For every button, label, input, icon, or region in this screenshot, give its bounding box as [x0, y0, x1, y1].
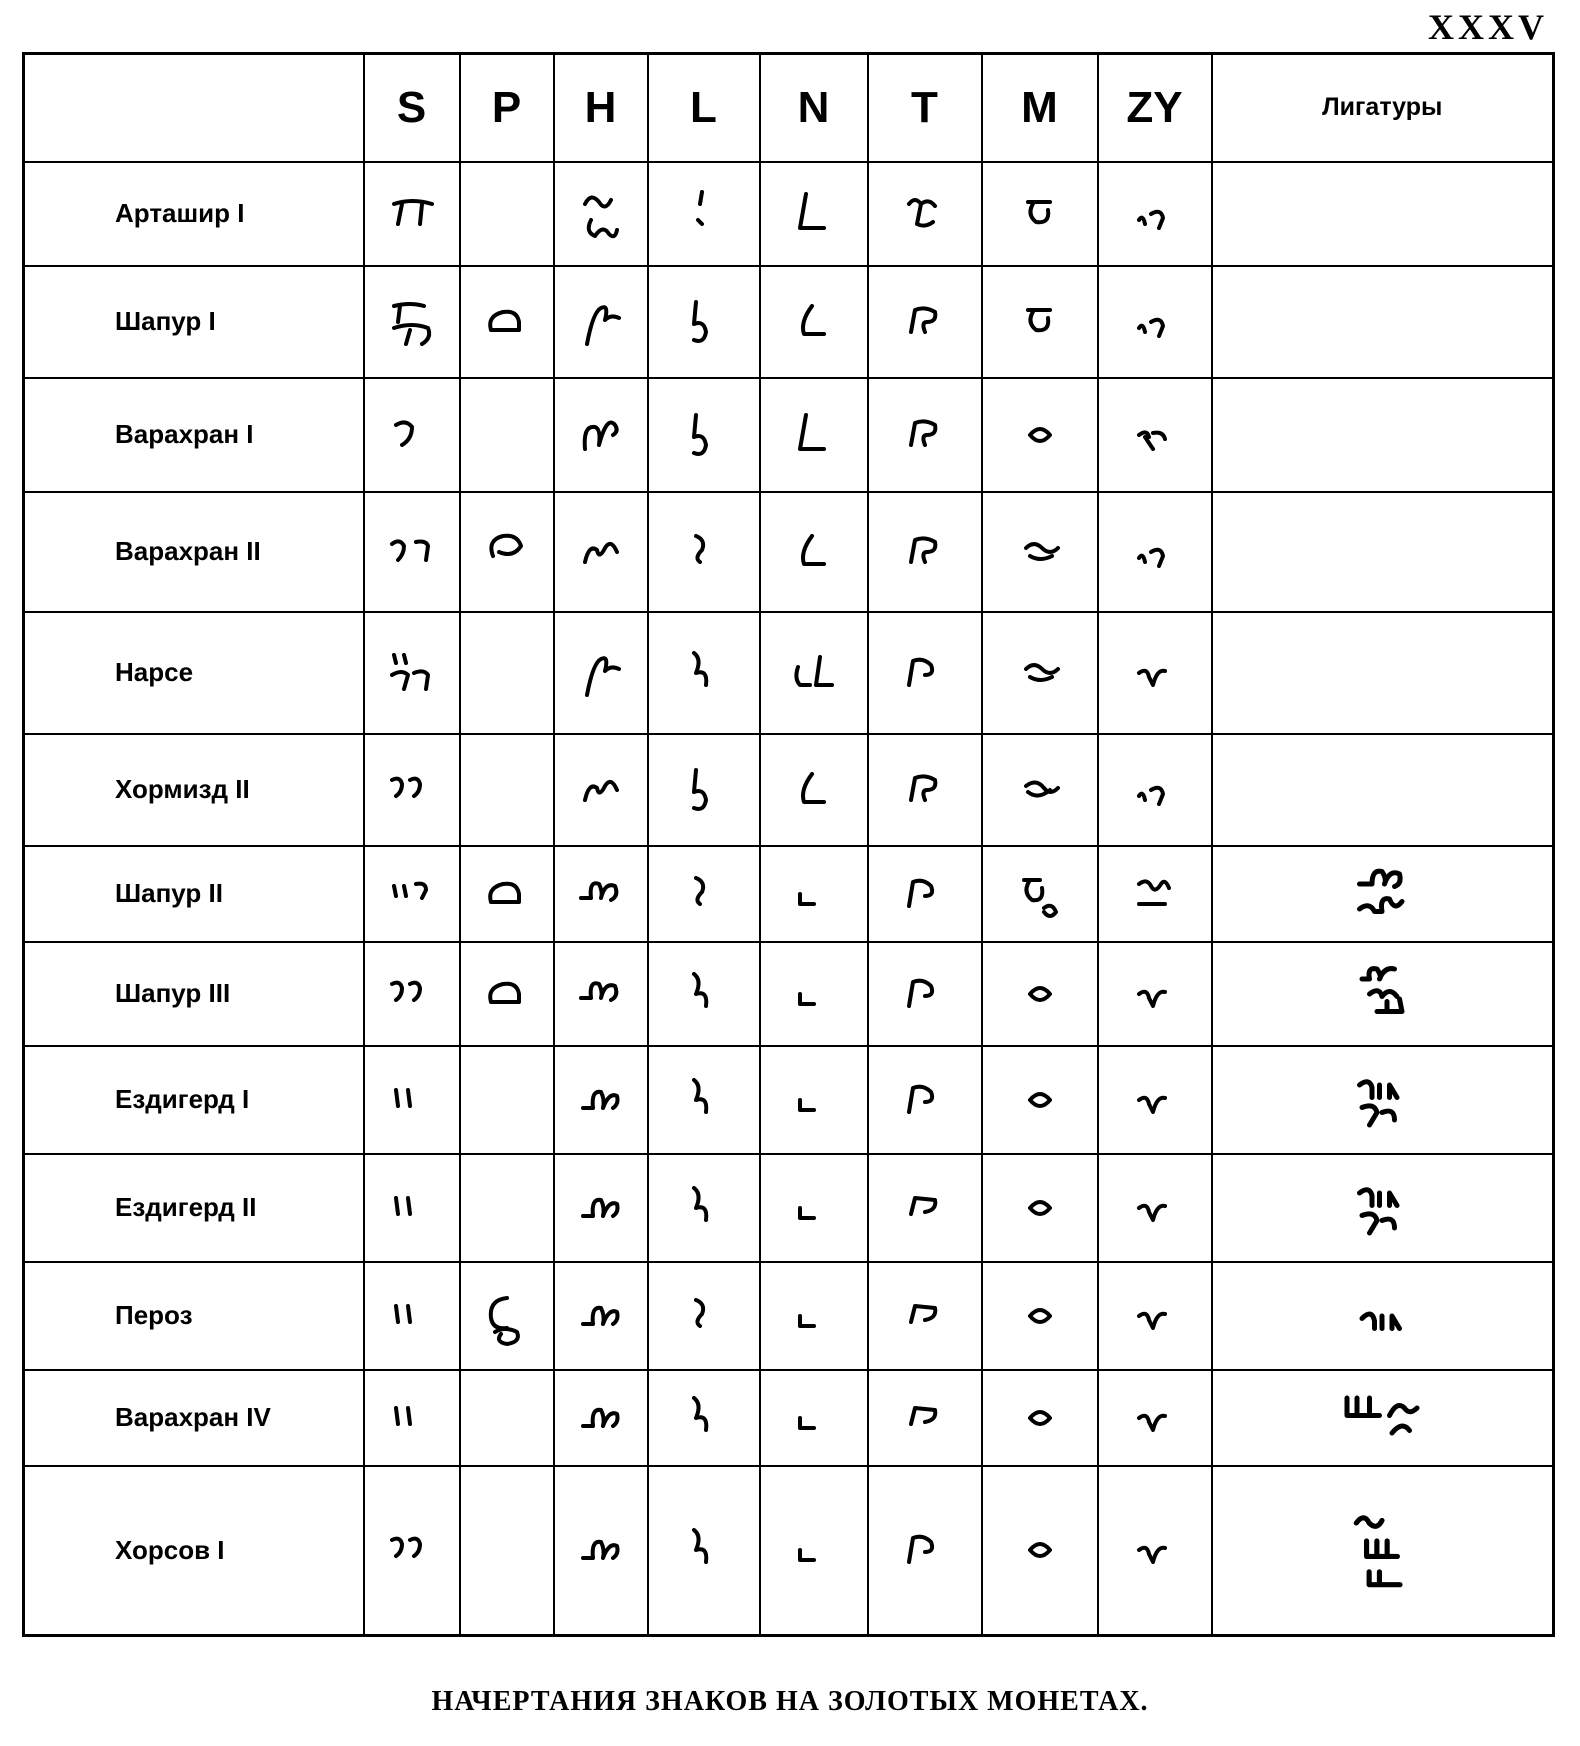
pahlavi-l-glyph-icon [649, 760, 759, 820]
pahlavi-l-glyph-icon [649, 184, 759, 244]
glyph-cell-h [554, 734, 648, 846]
glyph-cell-n [760, 1466, 868, 1636]
pahlavi-s-glyph-icon [365, 1070, 459, 1130]
glyph-cell-lig [1212, 1370, 1554, 1466]
glyph-cell-p [460, 942, 554, 1046]
table-row [24, 1370, 1554, 1466]
glyph-cell-lig [1212, 734, 1554, 846]
pahlavi-t-glyph-icon [869, 522, 981, 582]
glyph-cell-l [648, 1154, 760, 1262]
glyph-cell-n [760, 612, 868, 734]
page-number: XXXV [1428, 7, 1548, 47]
glyph-cell-zy [1098, 612, 1212, 734]
pahlavi-t-glyph-icon [869, 964, 981, 1024]
pahlavi-s-glyph-icon [365, 184, 459, 244]
glyph-cell-h [554, 1046, 648, 1154]
pahlavi-ligature-glyph-icon [1213, 1065, 1553, 1135]
ruler-name: Хормизд II [24, 734, 364, 846]
glyph-cell-s [364, 162, 460, 266]
glyph-cell-n [760, 266, 868, 378]
pahlavi-l-glyph-icon [649, 964, 759, 1024]
pahlavi-l-glyph-icon [649, 1520, 759, 1580]
glyph-cell-h [554, 1466, 648, 1636]
table-row [24, 942, 1554, 1046]
pahlavi-ligature-glyph-icon [1213, 959, 1553, 1029]
glyph-cell-p [460, 492, 554, 612]
pahlavi-h-glyph-icon [555, 964, 647, 1024]
glyph-cell-n [760, 1262, 868, 1370]
glyph-cell-n [760, 942, 868, 1046]
glyph-cell-zy [1098, 1262, 1212, 1370]
glyph-cell-lig [1212, 612, 1554, 734]
glyph-cell-lig [1212, 1154, 1554, 1262]
glyph-cell-p [460, 1262, 554, 1370]
glyph-cell-zy [1098, 1370, 1212, 1466]
glyph-cell-p [460, 1046, 554, 1154]
pahlavi-h-glyph-icon [555, 1070, 647, 1130]
glyph-cell-m [982, 492, 1098, 612]
pahlavi-p-glyph-icon [461, 522, 553, 582]
pahlavi-zy-glyph-icon [1099, 405, 1211, 465]
glyph-cell-lig [1212, 162, 1554, 266]
glyph-cell-m [982, 378, 1098, 492]
ruler-name: Ездигерд II [24, 1154, 364, 1262]
glyph-cell-lig [1212, 378, 1554, 492]
glyph-cell-zy [1098, 1154, 1212, 1262]
pahlavi-zy-glyph-icon [1099, 1286, 1211, 1346]
pahlavi-n-glyph-icon [761, 184, 867, 244]
glyph-cell-l [648, 492, 760, 612]
pahlavi-t-glyph-icon [869, 405, 981, 465]
pahlavi-p-glyph-icon [461, 1286, 553, 1346]
glyph-cell-n [760, 1046, 868, 1154]
pahlavi-s-glyph-icon [365, 522, 459, 582]
glyph-cell-n [760, 1154, 868, 1262]
glyph-cell-zy [1098, 734, 1212, 846]
pahlavi-n-glyph-icon [761, 292, 867, 352]
pahlavi-n-glyph-icon [761, 1178, 867, 1238]
glyph-cell-m [982, 1370, 1098, 1466]
glyph-cell-m [982, 734, 1098, 846]
table-row [24, 846, 1554, 942]
glyph-cell-l [648, 162, 760, 266]
pahlavi-l-glyph-icon [649, 1070, 759, 1130]
pahlavi-ligature-glyph-icon [1213, 1281, 1553, 1351]
pahlavi-zy-glyph-icon [1099, 964, 1211, 1024]
glyph-cell-n [760, 734, 868, 846]
pahlavi-zy-glyph-icon [1099, 760, 1211, 820]
glyph-cell-s [364, 1370, 460, 1466]
ruler-name: Шапур II [24, 846, 364, 942]
glyph-cell-s [364, 1466, 460, 1636]
pahlavi-p-glyph-icon [461, 964, 553, 1024]
glyph-cell-lig [1212, 942, 1554, 1046]
glyph-cell-lig [1212, 266, 1554, 378]
plate-caption: НАЧЕРТАНИЯ ЗНАКОВ НА ЗОЛОТЫХ МОНЕТАХ. [431, 1686, 1149, 1717]
ruler-name: Шапур III [24, 942, 364, 1046]
pahlavi-ligature-glyph-icon [1213, 1383, 1553, 1453]
glyph-cell-p [460, 734, 554, 846]
pahlavi-n-glyph-icon [761, 760, 867, 820]
column-header-l: L [648, 54, 760, 162]
pahlavi-ligature-glyph-icon [1213, 1505, 1553, 1595]
pahlavi-m-glyph-icon [983, 643, 1097, 703]
glyph-cell-t [868, 846, 982, 942]
glyph-cell-lig [1212, 1046, 1554, 1154]
pahlavi-m-glyph-icon [983, 184, 1097, 244]
column-header-p: P [460, 54, 554, 162]
pahlavi-m-glyph-icon [983, 1520, 1097, 1580]
glyph-cell-m [982, 612, 1098, 734]
pahlavi-n-glyph-icon [761, 643, 867, 703]
pahlavi-s-glyph-icon [365, 405, 459, 465]
pahlavi-l-glyph-icon [649, 1178, 759, 1238]
glyph-cell-p [460, 1370, 554, 1466]
pahlavi-zy-glyph-icon [1099, 184, 1211, 244]
glyph-cell-s [364, 942, 460, 1046]
pahlavi-n-glyph-icon [761, 405, 867, 465]
glyph-cell-h [554, 266, 648, 378]
table-row [24, 734, 1554, 846]
column-header-m: M [982, 54, 1098, 162]
glyph-cell-s [364, 1154, 460, 1262]
glyph-cell-p [460, 378, 554, 492]
pahlavi-zy-glyph-icon [1099, 522, 1211, 582]
glyph-cell-zy [1098, 1046, 1212, 1154]
column-header-s: S [364, 54, 460, 162]
glyph-cell-h [554, 1262, 648, 1370]
pahlavi-t-glyph-icon [869, 864, 981, 924]
glyph-cell-zy [1098, 378, 1212, 492]
pahlavi-h-glyph-icon [555, 184, 647, 244]
pahlavi-s-glyph-icon [365, 1388, 459, 1448]
pahlavi-h-glyph-icon [555, 760, 647, 820]
glyph-cell-p [460, 266, 554, 378]
pahlavi-t-glyph-icon [869, 292, 981, 352]
pahlavi-m-glyph-icon [983, 1070, 1097, 1130]
glyph-cell-m [982, 846, 1098, 942]
glyph-cell-l [648, 1262, 760, 1370]
glyph-cell-t [868, 162, 982, 266]
pahlavi-zy-glyph-icon [1099, 1178, 1211, 1238]
pahlavi-h-glyph-icon [555, 292, 647, 352]
glyph-cell-zy [1098, 162, 1212, 266]
glyph-cell-s [364, 612, 460, 734]
pahlavi-zy-glyph-icon [1099, 1388, 1211, 1448]
glyph-cell-zy [1098, 1466, 1212, 1636]
pahlavi-m-glyph-icon [983, 964, 1097, 1024]
glyph-cell-l [648, 942, 760, 1046]
table-row [24, 612, 1554, 734]
pahlavi-zy-glyph-icon [1099, 1070, 1211, 1130]
pahlavi-l-glyph-icon [649, 643, 759, 703]
pahlavi-s-glyph-icon [365, 864, 459, 924]
glyph-cell-s [364, 846, 460, 942]
glyph-cell-t [868, 266, 982, 378]
pahlavi-l-glyph-icon [649, 405, 759, 465]
pahlavi-ligature-glyph-icon [1213, 859, 1553, 929]
pahlavi-p-glyph-icon [461, 292, 553, 352]
glyph-cell-l [648, 1466, 760, 1636]
pahlavi-n-glyph-icon [761, 864, 867, 924]
table-row [24, 1466, 1554, 1636]
glyph-cell-m [982, 942, 1098, 1046]
glyph-cell-s [364, 378, 460, 492]
pahlavi-n-glyph-icon [761, 522, 867, 582]
glyph-cell-m [982, 1154, 1098, 1262]
glyph-cell-s [364, 266, 460, 378]
glyph-cell-s [364, 1046, 460, 1154]
table-row [24, 1262, 1554, 1370]
pahlavi-h-glyph-icon [555, 864, 647, 924]
pahlavi-s-glyph-icon [365, 292, 459, 352]
pahlavi-s-glyph-icon [365, 643, 459, 703]
pahlavi-t-glyph-icon [869, 184, 981, 244]
pahlavi-m-glyph-icon [983, 292, 1097, 352]
pahlavi-m-glyph-icon [983, 864, 1097, 924]
pahlavi-n-glyph-icon [761, 1286, 867, 1346]
pahlavi-m-glyph-icon [983, 1178, 1097, 1238]
table-row [24, 492, 1554, 612]
column-header-t: T [868, 54, 982, 162]
glyph-cell-h [554, 846, 648, 942]
glyph-cell-h [554, 162, 648, 266]
pahlavi-l-glyph-icon [649, 1286, 759, 1346]
pahlavi-s-glyph-icon [365, 1286, 459, 1346]
glyph-cell-m [982, 162, 1098, 266]
glyph-cell-t [868, 734, 982, 846]
column-header-zy: ZY [1098, 54, 1212, 162]
pahlavi-h-glyph-icon [555, 1286, 647, 1346]
glyph-cell-h [554, 378, 648, 492]
glyph-cell-s [364, 492, 460, 612]
glyph-cell-h [554, 1154, 648, 1262]
pahlavi-m-glyph-icon [983, 1388, 1097, 1448]
column-header-n: N [760, 54, 868, 162]
glyph-cell-p [460, 162, 554, 266]
ruler-name: Хорсов I [24, 1466, 364, 1636]
column-header-ligatures: Лигатуры [1212, 54, 1554, 162]
pahlavi-h-glyph-icon [555, 643, 647, 703]
glyph-cell-t [868, 1262, 982, 1370]
glyph-cell-l [648, 612, 760, 734]
glyph-table [22, 52, 1555, 1637]
pahlavi-m-glyph-icon [983, 522, 1097, 582]
pahlavi-t-glyph-icon [869, 1388, 981, 1448]
glyph-cell-n [760, 378, 868, 492]
pahlavi-n-glyph-icon [761, 1070, 867, 1130]
pahlavi-m-glyph-icon [983, 405, 1097, 465]
glyph-cell-h [554, 1370, 648, 1466]
table-header-row [24, 54, 1554, 162]
glyph-cell-l [648, 1046, 760, 1154]
table-row [24, 1154, 1554, 1262]
pahlavi-s-glyph-icon [365, 964, 459, 1024]
pahlavi-zy-glyph-icon [1099, 292, 1211, 352]
glyph-cell-n [760, 492, 868, 612]
pahlavi-m-glyph-icon [983, 760, 1097, 820]
pahlavi-n-glyph-icon [761, 1520, 867, 1580]
glyph-cell-t [868, 612, 982, 734]
glyph-cell-h [554, 942, 648, 1046]
glyph-cell-t [868, 1046, 982, 1154]
glyph-cell-l [648, 734, 760, 846]
glyph-cell-m [982, 266, 1098, 378]
glyph-cell-n [760, 1370, 868, 1466]
glyph-cell-s [364, 1262, 460, 1370]
glyph-cell-zy [1098, 492, 1212, 612]
pahlavi-h-glyph-icon [555, 1520, 647, 1580]
glyph-cell-t [868, 492, 982, 612]
glyph-cell-m [982, 1262, 1098, 1370]
pahlavi-h-glyph-icon [555, 1388, 647, 1448]
ruler-name: Арташир I [24, 162, 364, 266]
pahlavi-s-glyph-icon [365, 760, 459, 820]
glyph-cell-l [648, 266, 760, 378]
glyph-cell-t [868, 942, 982, 1046]
glyph-cell-lig [1212, 846, 1554, 942]
pahlavi-m-glyph-icon [983, 1286, 1097, 1346]
pahlavi-zy-glyph-icon [1099, 864, 1211, 924]
glyph-cell-t [868, 1154, 982, 1262]
pahlavi-zy-glyph-icon [1099, 1520, 1211, 1580]
glyph-cell-m [982, 1466, 1098, 1636]
glyph-cell-zy [1098, 266, 1212, 378]
ruler-name: Ездигерд I [24, 1046, 364, 1154]
pahlavi-t-glyph-icon [869, 1520, 981, 1580]
pahlavi-t-glyph-icon [869, 1070, 981, 1130]
pahlavi-h-glyph-icon [555, 1178, 647, 1238]
pahlavi-s-glyph-icon [365, 1178, 459, 1238]
glyph-cell-t [868, 1370, 982, 1466]
glyph-cell-s [364, 734, 460, 846]
glyph-cell-n [760, 162, 868, 266]
pahlavi-n-glyph-icon [761, 1388, 867, 1448]
glyph-cell-t [868, 1466, 982, 1636]
pahlavi-t-glyph-icon [869, 1178, 981, 1238]
column-header-h: H [554, 54, 648, 162]
corner-cell [24, 54, 364, 162]
table-row [24, 266, 1554, 378]
pahlavi-t-glyph-icon [869, 760, 981, 820]
glyph-cell-p [460, 1466, 554, 1636]
table-row [24, 378, 1554, 492]
pahlavi-l-glyph-icon [649, 864, 759, 924]
pahlavi-l-glyph-icon [649, 292, 759, 352]
glyph-cell-l [648, 1370, 760, 1466]
pahlavi-h-glyph-icon [555, 522, 647, 582]
ruler-name: Нарсе [24, 612, 364, 734]
glyph-cell-n [760, 846, 868, 942]
pahlavi-h-glyph-icon [555, 405, 647, 465]
glyph-cell-l [648, 378, 760, 492]
table-row [24, 162, 1554, 266]
pahlavi-s-glyph-icon [365, 1520, 459, 1580]
pahlavi-t-glyph-icon [869, 643, 981, 703]
glyph-cell-m [982, 1046, 1098, 1154]
glyph-cell-h [554, 492, 648, 612]
glyph-cell-t [868, 378, 982, 492]
glyph-cell-l [648, 846, 760, 942]
table-row [24, 1046, 1554, 1154]
pahlavi-ligature-glyph-icon [1213, 1173, 1553, 1243]
glyph-cell-p [460, 846, 554, 942]
ruler-name: Варахран II [24, 492, 364, 612]
pahlavi-n-glyph-icon [761, 964, 867, 1024]
pahlavi-l-glyph-icon [649, 522, 759, 582]
ruler-name: Варахран I [24, 378, 364, 492]
glyph-cell-lig [1212, 1466, 1554, 1636]
glyph-cell-zy [1098, 846, 1212, 942]
pahlavi-t-glyph-icon [869, 1286, 981, 1346]
glyph-cell-p [460, 1154, 554, 1262]
pahlavi-p-glyph-icon [461, 864, 553, 924]
glyph-cell-p [460, 612, 554, 734]
pahlavi-zy-glyph-icon [1099, 643, 1211, 703]
glyph-cell-lig [1212, 492, 1554, 612]
ruler-name: Шапур I [24, 266, 364, 378]
glyph-cell-zy [1098, 942, 1212, 1046]
ruler-name: Пероз [24, 1262, 364, 1370]
ruler-name: Варахран IV [24, 1370, 364, 1466]
glyph-cell-lig [1212, 1262, 1554, 1370]
pahlavi-l-glyph-icon [649, 1388, 759, 1448]
glyph-cell-h [554, 612, 648, 734]
